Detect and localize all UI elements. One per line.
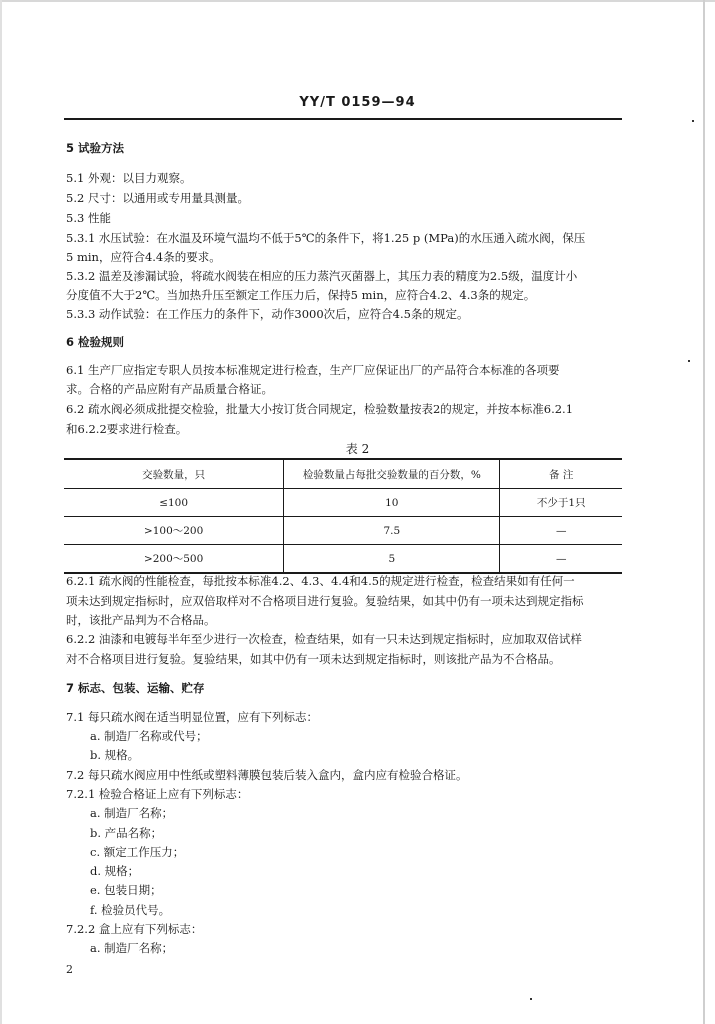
list-item-7-2-1-b: b. 产品名称； <box>90 826 163 840</box>
inspection-quantity-table <box>64 458 622 574</box>
clause-6-2: 6.2 疏水阀必须成批提交检验，批量大小按订货合同规定，检验数量按表2的规定，并按本标准6.2.1 <box>66 402 574 416</box>
clause-6-2-1: 6.2.1 疏水阀的性能检查，每批按本标准4.2、4.3、4.4和4.5的规定进行检查，检查结果如有任何一 <box>66 574 575 588</box>
list-item-7-2-1-a: a. 制造厂名称； <box>90 806 174 820</box>
clause-5-3-1: 5.3.1 水压试验：在水温及环境气温均不低于5℃的条件下，将1.25 p (MPa)的水压通入疏水阀，保压 <box>66 231 586 245</box>
scan-speck <box>530 998 532 1000</box>
table-cell: 10 <box>284 489 500 517</box>
clause-7-2: 7.2 每只疏水阀应用中性纸或塑料薄膜包装后装入盒内，盒内应有检验合格证。 <box>66 768 468 782</box>
list-item-7-2-1-c: c. 额定工作压力； <box>90 845 185 859</box>
list-item-7-1-b: b. 规格。 <box>90 748 140 762</box>
table-header-sample-percent: 检验数量占每批交验数量的百分数，% <box>284 459 500 489</box>
clause-5-3-2: 5.3.2 温差及渗漏试验，将疏水阀装在相应的压力蒸汽灭菌器上，其压力表的精度为2.5级，温度计小 <box>66 269 578 283</box>
section-5-heading: 5 试验方法 <box>66 141 125 155</box>
table-header-lot-size: 交验数量，只 <box>64 459 284 489</box>
table-cell: 7.5 <box>284 517 500 545</box>
clause-5-3-3: 5.3.3 动作试验：在工作压力的条件下，动作3000次后，应符合4.5条的规定。 <box>66 307 469 321</box>
scan-edge-right <box>703 0 705 1024</box>
clause-6-2-1-cont: 项未达到规定指标时，应双倍取样对不合格项目进行复验。复验结果，如其中仍有一项未达到规定指标 <box>66 594 584 608</box>
section-7-heading: 7 标志、包装、运输、贮存 <box>66 681 205 695</box>
clause-7-2-2: 7.2.2 盒上应有下列标志： <box>66 922 203 936</box>
clause-6-2-1-cont2: 时，该批产品判为不合格品。 <box>66 613 216 627</box>
clause-6-1-cont: 求。合格的产品应附有产品质量合格证。 <box>66 382 273 396</box>
clause-5-3: 5.3 性能 <box>66 211 111 225</box>
table-2-title: 表 2 <box>345 442 370 456</box>
section-6-heading: 6 检验规则 <box>66 335 125 349</box>
scan-speck <box>692 120 694 122</box>
list-item-7-2-2-a: a. 制造厂名称； <box>90 941 174 955</box>
clause-7-1: 7.1 每只疏水阀在适当明显位置，应有下列标志： <box>66 710 318 724</box>
header-rule <box>64 118 622 120</box>
clause-5-2: 5.2 尺寸：以通用或专用量具测量。 <box>66 191 249 205</box>
table-cell: >200～500 <box>64 545 284 574</box>
table-row <box>64 489 622 517</box>
table-cell: >100～200 <box>64 517 284 545</box>
table-cell: — <box>500 545 622 574</box>
scan-edge-left <box>0 0 2 1024</box>
scan-speck <box>688 360 690 362</box>
clause-6-2-cont: 和6.2.2要求进行检查。 <box>66 422 188 436</box>
list-item-7-2-1-d: d. 规格； <box>90 864 140 878</box>
table-cell: — <box>500 517 622 545</box>
table-cell: ≤100 <box>64 489 284 517</box>
table-header-remarks: 备 注 <box>500 459 622 489</box>
table-row <box>64 517 622 545</box>
table-row <box>64 545 622 574</box>
clause-5-1: 5.1 外观：以目力观察。 <box>66 171 192 185</box>
clause-7-2-1: 7.2.1 检验合格证上应有下列标志： <box>66 787 249 801</box>
page-number: 2 <box>66 963 73 976</box>
table-cell: 5 <box>284 545 500 574</box>
clause-6-2-2-cont: 对不合格项目进行复验。复验结果，如其中仍有一项未达到规定指标时，则该批产品为不合格品。 <box>66 652 561 666</box>
list-item-7-2-1-e: e. 包装日期； <box>90 883 162 897</box>
clause-5-3-1-cont: 5 min，应符合4.4条的要求。 <box>66 250 221 264</box>
list-item-7-1-a: a. 制造厂名称或代号； <box>90 729 208 743</box>
clause-6-1: 6.1 生产厂应指定专职人员按本标准规定进行检查，生产厂应保证出厂的产品符合本标准的各项要 <box>66 363 560 377</box>
list-item-7-2-1-f: f. 检验员代号。 <box>90 903 171 917</box>
clause-6-2-2: 6.2.2 油漆和电镀每半年至少进行一次检查，检查结果，如有一只未达到规定指标时，应加取双倍试样 <box>66 632 582 646</box>
clause-5-3-2-cont: 分度值不大于2℃。当加热升压至额定工作压力后，保持5 min，应符合4.2、4.3条的规定。 <box>66 288 536 302</box>
table-cell: 不少于1只 <box>500 489 622 517</box>
standard-code-header: YY/T 0159—94 <box>299 95 416 110</box>
scan-edge-top <box>0 0 715 2</box>
